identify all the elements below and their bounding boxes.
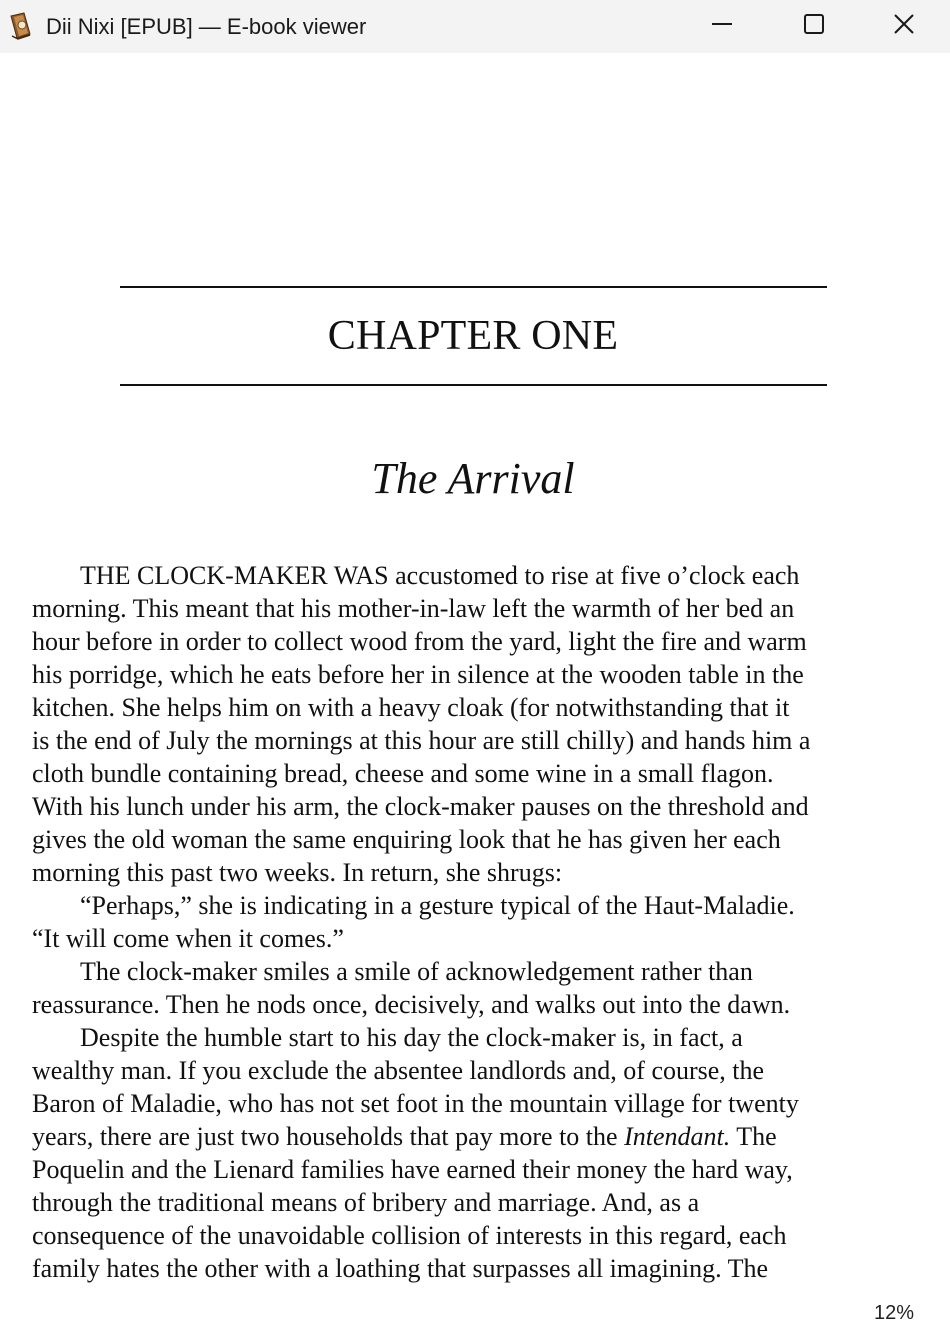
- text-line: gives the old woman the same enquiring look that he has given her each: [32, 825, 781, 854]
- chapter-title: CHAPTER ONE: [327, 313, 619, 359]
- text-line: morning. This meant that his mother-in-law left the warmth of her bed an: [32, 594, 795, 623]
- text-line: kitchen. She helps him on with a heavy cloak (for notwithstanding that it: [32, 693, 790, 722]
- italic-term: Intendant.: [624, 1122, 731, 1151]
- text-line: through the traditional means of bribery and marriage. And, as a: [32, 1188, 700, 1217]
- close-icon: [893, 13, 915, 40]
- text-line: is the end of July the mornings at this hour are still chilly) and hands him a: [32, 726, 811, 755]
- maximize-button[interactable]: [768, 0, 860, 53]
- reading-progress: 12%: [873, 1302, 914, 1324]
- chapter-subtitle: The Arrival: [371, 454, 575, 503]
- text-line: THE CLOCK-MAKER WAS accustomed to rise at five o’clock each: [80, 561, 800, 590]
- text-line: “Perhaps,” she is indicating in a gesture typical of the Haut-Maladie.: [80, 891, 795, 920]
- text-line: family hates the other with a loathing that surpasses all imagining. The: [32, 1254, 769, 1283]
- chapter-body-text: [32, 559, 932, 1285]
- text-line: “It will come when it comes.”: [32, 924, 344, 953]
- text-line: reassurance. Then he nods once, decisively, and walks out into the dawn.: [32, 990, 791, 1019]
- text-line: consequence of the unavoidable collision of interests in this regard, each: [32, 1221, 787, 1250]
- maximize-icon: [803, 13, 825, 40]
- chapter-rule-bottom: [120, 384, 827, 386]
- text-line: hour before in order to collect wood from the yard, light the fire and warm: [32, 627, 807, 656]
- text-line: wealthy man. If you exclude the absentee landlords and, of course, the: [32, 1056, 765, 1085]
- close-button[interactable]: [858, 0, 950, 53]
- text-line: [32, 1120, 932, 1153]
- text-line: Poquelin and the Lienard families have earned their money the hard way,: [32, 1155, 793, 1184]
- text-segment: years, there are just two households that pay more to the: [32, 1122, 625, 1151]
- minimize-icon: [711, 13, 733, 40]
- text-line: With his lunch under his arm, the clock-maker pauses on the threshold and: [32, 792, 809, 821]
- text-line: morning this past two weeks. In return, she shrugs:: [32, 858, 563, 887]
- text-segment: The: [730, 1122, 777, 1151]
- text-line: Baron of Maladie, who has not set foot in the mountain village for twenty: [32, 1089, 799, 1118]
- book-page[interactable]: [0, 53, 950, 1336]
- text-line: his porridge, which he eats before her in silence at the wooden table in the: [32, 660, 804, 689]
- text-line: cloth bundle containing bread, cheese and some wine in a small flagon.: [32, 759, 774, 788]
- ebook-viewer-app-icon: [8, 12, 34, 40]
- chapter-rule-top: [120, 286, 827, 288]
- title-bar[interactable]: [0, 0, 950, 53]
- text-line: The clock-maker smiles a smile of acknowledgement rather than: [80, 957, 753, 986]
- window-title: Dii Nixi [EPUB] — E-book viewer: [46, 14, 367, 39]
- minimize-button[interactable]: [676, 0, 768, 53]
- text-line: Despite the humble start to his day the clock-maker is, in fact, a: [80, 1023, 743, 1052]
